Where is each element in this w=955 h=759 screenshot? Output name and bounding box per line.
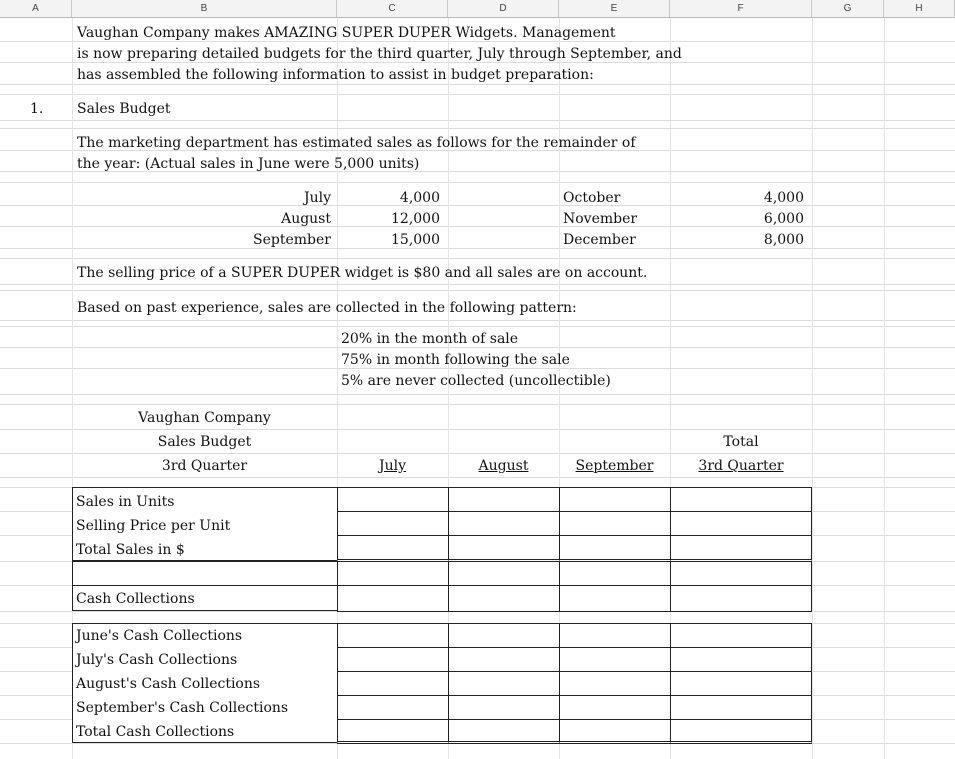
input-cell-august-cash-total[interactable] <box>670 671 812 696</box>
input-cell-spacer-august[interactable] <box>448 561 560 586</box>
input-cell-total-cash-august[interactable] <box>448 719 560 744</box>
budget-period: 3rd Quarter <box>161 458 248 474</box>
budget-title: Sales Budget <box>157 434 252 450</box>
column-header-g[interactable]: G <box>812 0 884 17</box>
estimate-month-july: July <box>303 190 331 206</box>
price-note: The selling price of a SUPER DUPER widget is $80 and all sales are on account. <box>77 265 648 281</box>
intro-line-3: has assembled the following information to assist in budget preparation: <box>77 67 594 83</box>
estimate-units-december: 8,000 <box>763 232 804 248</box>
column-header-h[interactable]: H <box>884 0 955 17</box>
column-header-d[interactable]: D <box>448 0 559 17</box>
header-september: September <box>575 458 654 474</box>
input-cell-august-cash-august[interactable] <box>448 671 560 696</box>
grid-column-line <box>884 18 885 759</box>
cash-collections-title: Cash Collections <box>76 591 195 607</box>
input-cell-spacer-july[interactable] <box>337 561 449 586</box>
row-number: 1. <box>30 101 44 117</box>
input-cell-september-cash-september[interactable] <box>559 695 671 720</box>
header-july: July <box>378 458 406 474</box>
pattern-line-2: 75% in month following the sale <box>341 352 570 368</box>
row-label-total-cash: Total Cash Collections <box>76 724 235 740</box>
input-cell-cash-title-august[interactable] <box>448 585 560 612</box>
column-header-bar <box>0 0 955 18</box>
estimate-units-october: 4,000 <box>763 190 804 206</box>
row-label-june-cash: June's Cash Collections <box>76 628 243 644</box>
input-cell-june-cash-total[interactable] <box>670 623 812 648</box>
input-cell-june-cash-september[interactable] <box>559 623 671 648</box>
column-header-a[interactable]: A <box>0 0 72 17</box>
estimate-month-november: November <box>563 211 638 227</box>
input-cell-august-cash-september[interactable] <box>559 671 671 696</box>
row-label-total-sales: Total Sales in $ <box>76 542 185 558</box>
input-cell-sales-units-september[interactable] <box>559 487 671 512</box>
estimate-units-november: 6,000 <box>763 211 804 227</box>
pattern-line-1: 20% in the month of sale <box>341 331 519 347</box>
input-cell-total-sales-july[interactable] <box>337 535 449 562</box>
estimate-units-july: 4,000 <box>399 190 440 206</box>
estimate-units-august: 12,000 <box>391 211 440 227</box>
marketing-line-2: the year: (Actual sales in June were 5,000 units) <box>77 156 420 172</box>
input-cell-sales-units-total[interactable] <box>670 487 812 512</box>
input-cell-selling-price-total[interactable] <box>670 511 812 536</box>
input-cell-cash-title-total[interactable] <box>670 585 812 612</box>
input-cell-september-cash-july[interactable] <box>337 695 449 720</box>
input-cell-total-sales-total[interactable] <box>670 535 812 562</box>
input-cell-spacer-total[interactable] <box>670 561 812 586</box>
marketing-line-1: The marketing department has estimated sales as follows for the remainder of <box>77 135 636 151</box>
spacer-block <box>72 561 337 585</box>
pattern-note: Based on past experience, sales are collected in the following pattern: <box>77 300 577 316</box>
estimate-month-september: September <box>253 232 331 248</box>
input-cell-selling-price-july[interactable] <box>337 511 449 536</box>
column-header-e[interactable]: E <box>559 0 670 17</box>
input-cell-sales-units-august[interactable] <box>448 487 560 512</box>
estimate-units-september: 15,000 <box>391 232 440 248</box>
estimate-month-december: December <box>563 232 636 248</box>
estimate-month-august: August <box>281 211 331 227</box>
header-august: August <box>478 458 529 474</box>
input-cell-cash-title-september[interactable] <box>559 585 671 612</box>
input-cell-sales-units-july[interactable] <box>337 487 449 512</box>
intro-line-1: Vaughan Company makes AMAZING SUPER DUPER Widgets. Management <box>77 25 616 41</box>
row-label-august-cash: August's Cash Collections <box>76 676 261 692</box>
input-cell-july-cash-july[interactable] <box>337 647 449 672</box>
grid-column-line <box>812 18 813 759</box>
input-cell-july-cash-august[interactable] <box>448 647 560 672</box>
input-cell-june-cash-july[interactable] <box>337 623 449 648</box>
header-total-line-2: 3rd Quarter <box>698 458 784 474</box>
pattern-line-3: 5% are never collected (uncollectible) <box>341 373 611 389</box>
input-cell-total-cash-september[interactable] <box>559 719 671 744</box>
input-cell-selling-price-august[interactable] <box>448 511 560 536</box>
row-label-september-cash: September's Cash Collections <box>76 700 289 716</box>
budget-company-name: Vaughan Company <box>138 410 271 426</box>
header-total-line-1: Total <box>723 434 759 450</box>
input-cell-september-cash-total[interactable] <box>670 695 812 720</box>
intro-line-2: is now preparing detailed budgets for the third quarter, July through September, and <box>77 46 682 62</box>
input-cell-august-cash-july[interactable] <box>337 671 449 696</box>
row-label-sales-in-units: Sales in Units <box>76 494 175 510</box>
input-cell-total-sales-september[interactable] <box>559 535 671 562</box>
input-cell-july-cash-total[interactable] <box>670 647 812 672</box>
section-title: Sales Budget <box>77 101 171 117</box>
estimate-month-october: October <box>563 190 621 206</box>
column-header-b[interactable]: B <box>72 0 337 17</box>
input-cell-september-cash-august[interactable] <box>448 695 560 720</box>
row-label-july-cash: July's Cash Collections <box>76 652 238 668</box>
column-header-f[interactable]: F <box>670 0 812 17</box>
input-cell-total-cash-july[interactable] <box>337 719 449 744</box>
input-cell-selling-price-september[interactable] <box>559 511 671 536</box>
column-header-c[interactable]: C <box>337 0 448 17</box>
input-cell-july-cash-september[interactable] <box>559 647 671 672</box>
input-cell-cash-title-july[interactable] <box>337 585 449 612</box>
input-cell-total-cash-total[interactable] <box>670 719 812 744</box>
input-cell-june-cash-august[interactable] <box>448 623 560 648</box>
input-cell-total-sales-august[interactable] <box>448 535 560 562</box>
row-label-selling-price: Selling Price per Unit <box>76 518 231 534</box>
input-cell-spacer-september[interactable] <box>559 561 671 586</box>
